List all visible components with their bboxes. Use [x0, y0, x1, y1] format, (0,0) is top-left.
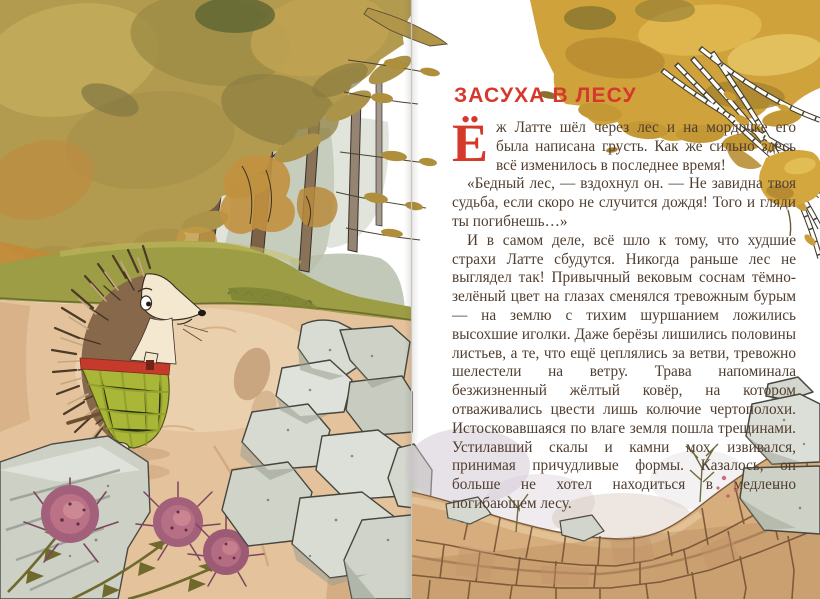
drop-cap-letter: Ё [452, 113, 489, 173]
story-paragraph [452, 113, 796, 175]
paragraph-text: ж Латте шёл через лес и на мордочке его была написана грусть. Как же сильно здесь всё изменилось в последнее время! [496, 119, 796, 174]
hedgehog-nose [198, 310, 206, 316]
story-text [452, 113, 796, 514]
chapter-title: ЗАСУХА В ЛЕСУ [454, 84, 637, 107]
story-paragraph: И в самом деле, всё шло к тому, что худшие страхи Латте сбудутся. Никогда раньше лес не выглядел так! Привычный вековым соснам тёмно-зелёный цвет на глазах сменялся тревожным бурым — на землю с тихим шуршанием ложились высохшие иголки. Даже берёзы лишились половины листьев, а те, что ещё цеплялись за ветви, тревожно шелестели на ветру. Трава напоминала безжизненный жёлтый ковёр, на котором отваживались цвести лишь колючие чертополохи. Истосковавшаяся по влаге земля пошла трещинами. Устилавший скалы и камни мох извивался, принимая причудливые формы. Казалось, он больше не хотел находиться в медленно погибающем лесу. [452, 231, 796, 512]
story-paragraph: «Бедный лес, — вздохнул он. — Не завидна твоя судьба, если скоро не случится дождя! Того и гляди ты погибнешь…» [452, 175, 796, 230]
belt-buckle [146, 360, 154, 370]
